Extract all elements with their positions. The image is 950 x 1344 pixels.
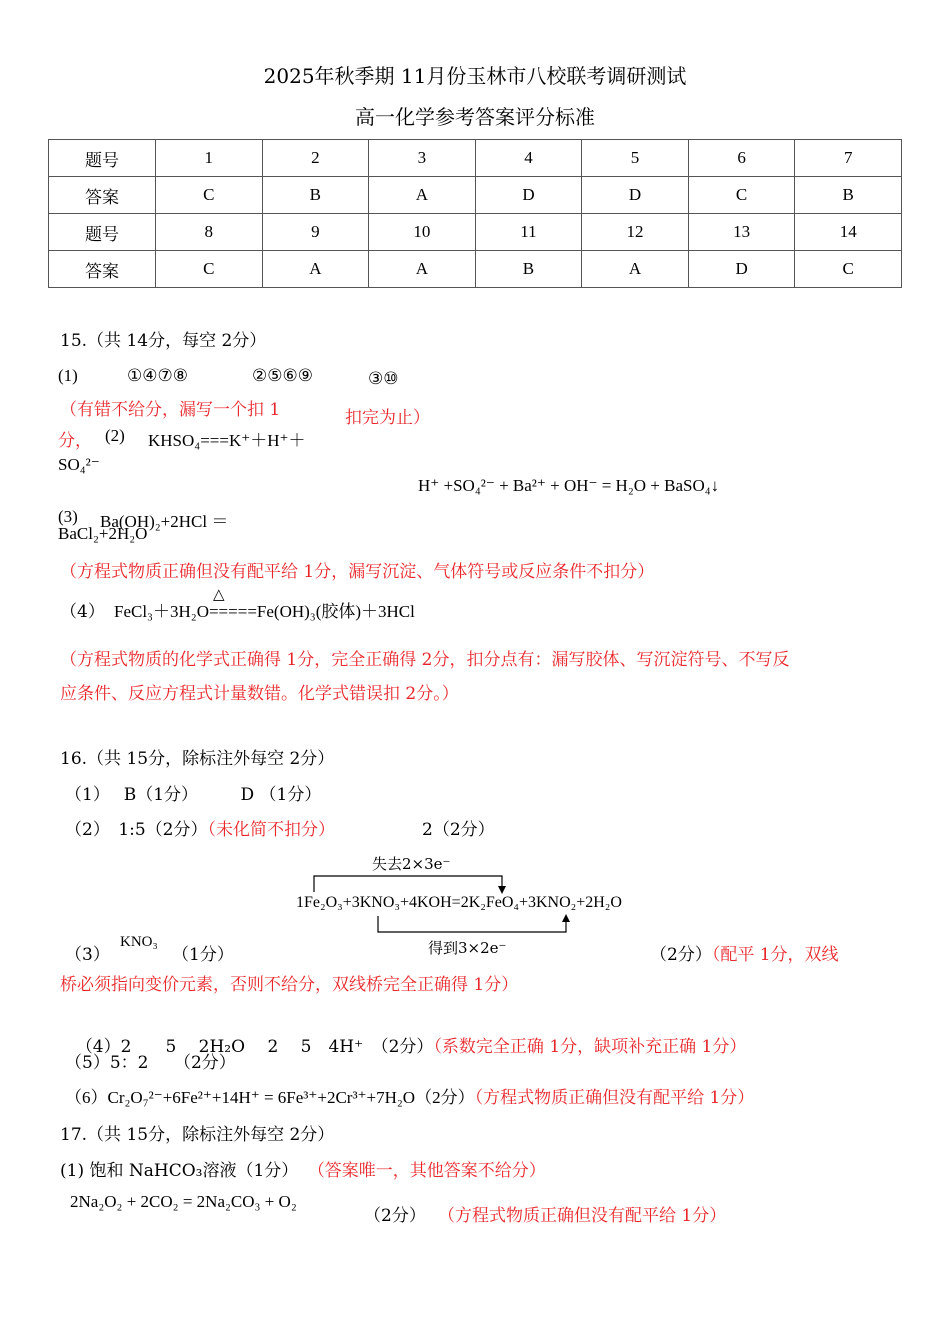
q15-p4-label: （4） [60, 602, 105, 622]
table-cell: 12 [582, 214, 689, 251]
q15-note1c: 分， [58, 431, 92, 451]
table-cell: B [475, 251, 582, 288]
q16-p2 [65, 815, 335, 840]
table-cell: D [582, 177, 689, 214]
q15-p2-label: (2) [105, 426, 125, 445]
bridge-equation: 1Fe₂O₃+3KNO₃+4KOH=2K₂FeO₄+3KNO₂+2H₂O [296, 894, 622, 911]
q16-p5: （5）5：2 （2分） [65, 1053, 236, 1073]
q15-p2-equation: KHSO₄===K⁺＋H⁺＋ [148, 431, 306, 450]
q16-p3-note-a: （配平 1分，双线 [711, 945, 839, 965]
table-cell: 5 [582, 140, 689, 177]
q16-p3-score2: （2分） [650, 945, 712, 965]
table-row-label: 答案 [49, 177, 156, 214]
q15-ionic-equation: H⁺ +SO₄²⁻ + Ba²⁺ + OH⁻ = H₂O + BaSO₄↓ [418, 476, 720, 495]
q16-p3-label: （3） [65, 945, 110, 965]
q15-p2-equation-tail: SO₄²⁻ [58, 455, 100, 474]
q15-p4-equation: FeCl₃＋3H₂O=====Fe(OH)₃(胶体)＋3HCl [114, 602, 415, 621]
q16-p3-bridge [650, 940, 839, 965]
q15-note4a: （方程式物质的化学式正确得 1分，完全正确得 2分，扣分点有：漏写胶体、写沉淀符号、不写反 [60, 650, 790, 670]
table-cell: C [688, 177, 795, 214]
bridge-lose-label: 失去2×3e⁻ [372, 855, 451, 873]
q16-p3-note-b: 桥必须指向变价元素，否则不给分，双线桥完全正确得 1分） [60, 975, 519, 995]
q17-p1 [60, 1156, 546, 1181]
bridge-gain-label: 得到3×2e⁻ [428, 939, 507, 957]
q17-p1-equation: 2Na₂O₂ + 2CO₂ = 2Na₂CO₃ + O₂ [70, 1192, 297, 1211]
table-cell: A [582, 251, 689, 288]
q16-p2-answer: （2） 1:5（2分） [65, 820, 208, 840]
table-cell: 7 [795, 140, 902, 177]
table-row-label: 答案 [49, 251, 156, 288]
table-cell: A [369, 177, 476, 214]
heat-condition-symbol: △ [213, 585, 225, 603]
q16-p6 [65, 1083, 754, 1108]
table-cell: 3 [369, 140, 476, 177]
table-cell: 11 [475, 214, 582, 251]
table-cell: B [262, 177, 369, 214]
table-cell: 1 [156, 140, 263, 177]
q16-p2-note: （未化简不扣分） [207, 820, 335, 840]
q15-p1-answer-b: ②⑤⑥⑨ [252, 366, 313, 386]
q16-p3-score: （1分） [172, 945, 234, 965]
table-cell: 2 [262, 140, 369, 177]
table-cell: 4 [475, 140, 582, 177]
q16-p2-tail: 2（2分） [422, 820, 495, 840]
q16-p3-answer: KNO₃ [120, 934, 158, 950]
q15-p1-answer-c: ③⑩ [368, 369, 399, 389]
q16-heading: 16.（共 15分，除标注外每空 2分） [60, 749, 335, 769]
q15-heading: 15.（共 14分，每空 2分） [60, 331, 267, 351]
q15-p3-equation-b: BaCl₂+2H₂O [58, 524, 148, 543]
table-cell: B [795, 177, 902, 214]
table-cell: 14 [795, 214, 902, 251]
table-cell: 9 [262, 214, 369, 251]
q15-note4b: 应条件、反应方程式计量数错。化学式错误扣 2分。） [60, 684, 459, 704]
table-row [49, 251, 902, 288]
q15-p3-label: (3) [58, 507, 78, 526]
q15-note1a: （有错不给分，漏写一个扣 1 [60, 400, 281, 420]
document-subtitle: 高一化学参考答案评分标准 [355, 105, 595, 129]
table-cell: 6 [688, 140, 795, 177]
document-title: 2025年秋季期 11月份玉林市八校联考调研测试 [263, 64, 687, 88]
table-cell: C [156, 177, 263, 214]
q17-p1-equation-score: （2分） [364, 1206, 426, 1226]
table-cell: C [795, 251, 902, 288]
table-row [49, 177, 902, 214]
q15-p1-answer-a: ①④⑦⑧ [127, 366, 188, 386]
table-cell: 13 [688, 214, 795, 251]
q17-heading: 17.（共 15分，除标注外每空 2分） [60, 1125, 335, 1145]
table-row [49, 140, 902, 177]
table-cell: A [369, 251, 476, 288]
q16-p1: （1） B（1分） D （1分） [65, 785, 322, 805]
q15-p3-equation-a: Ba(OH)₂+2HCl ＝ [100, 512, 229, 531]
table-row-label: 题号 [49, 140, 156, 177]
table-cell: D [475, 177, 582, 214]
q17-p1-equation-note: （方程式物质正确但没有配平给 1分） [438, 1206, 727, 1226]
q16-p4-note: （系数完全正确 1分，缺项补充正确 1分） [433, 1037, 747, 1057]
q15-p1-label: (1) [58, 366, 78, 385]
q16-p4-answer: （4）2 5 2H₂O 2 5 4H⁺ （2分） [75, 1037, 434, 1057]
answer-table [48, 139, 902, 288]
q16-p6-note: （方程式物质正确但没有配平给 1分） [474, 1088, 755, 1108]
q15-note1b: 扣完为止） [345, 408, 430, 428]
table-row-label: 题号 [49, 214, 156, 251]
table-cell: D [688, 251, 795, 288]
table-cell: 8 [156, 214, 263, 251]
table-row [49, 214, 902, 251]
q16-p6-answer: （6）Cr₂O₇²⁻+6Fe²⁺+14H⁺ = 6Fe³⁺+2Cr³⁺+7H₂O（2分） [65, 1088, 475, 1107]
table-cell: 10 [369, 214, 476, 251]
q15-note3: （方程式物质正确但没有配平给 1分，漏写沉淀、气体符号或反应条件不扣分） [60, 562, 655, 582]
table-cell: C [156, 251, 263, 288]
q17-p1-note: （答案唯一，其他答案不给分） [316, 1161, 546, 1181]
table-cell: A [262, 251, 369, 288]
q17-p1-answer: (1) 饱和 NaHCO₃溶液（1分） [60, 1161, 299, 1181]
